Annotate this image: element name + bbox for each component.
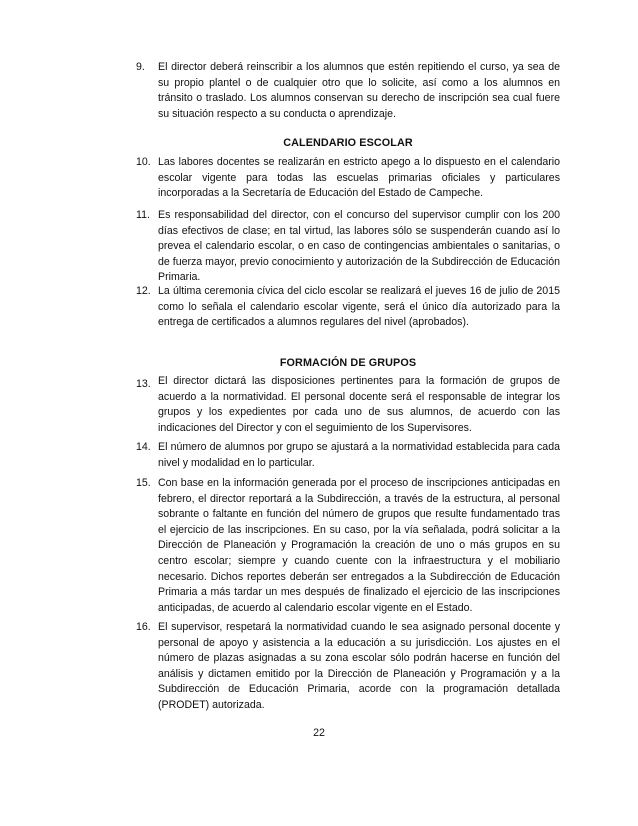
item-number: 9. [136,61,145,73]
item-number: 13. [136,378,151,390]
page-number: 22 [313,727,325,739]
list-item-15 [136,476,560,616]
item-text: Es responsabilidad del director, con el concurso del supervisor cumplir con los 200 días efectivos de clase; en tal virtud, las labores sólo se suspenderán cuando así lo prevea el calendario escolar, o en caso de contingencias ambientales o sanitarias, o de fuerza mayor, previo conocimiento y autorización de la Subdirección de Educación Primaria. [158,209,560,284]
item-text: El director deberá reinscribir a los alumnos que estén repitiendo el curso, ya sea de su propio plantel o de cualquier otro que lo solicite, así como a los alumnos en tránsito o traslado. Los alumnos conservan su derecho de inscripción sea cual fuere su situación respecto a su conducta o aprendizaje. [158,61,560,120]
item-text: El número de alumnos por grupo se ajustará a la normatividad establecida para cada nivel y modalidad en lo particular. [158,441,560,469]
item-number: 11. [136,209,150,221]
item-text: La última ceremonia cívica del ciclo escolar se realizará el jueves 16 de julio de 2015 como lo señala el calendario escolar vigente, será el único día autorizado para la entrega de certificados a alumnos regulares del nivel (aprobados). [158,285,560,329]
item-text: El supervisor, respetará la normatividad cuando le sea asignado personal docente y personal de apoyo y asistencia a la educación a su jurisdicción. Los ajustes en el número de plazas asignadas a su zona escolar sólo podrán hacerse en función del análisis y dictamen emitido por la Dirección de Planeación y Programación y a la Subdirección de Educación Primaria, acorde con la programación detallada (PRODET) autorizada. [158,621,560,711]
list-item-10 [136,155,560,202]
item-number: 10. [136,156,151,168]
item-number: 12. [136,285,151,297]
item-text: Las labores docentes se realizarán en estricto apego a lo dispuesto en el calendario escolar vigente para todas las escuelas primarias oficiales y particulares incorporadas a la Secretaría de Educación del Estado de Campeche. [158,156,560,200]
item-text: El director dictará las disposiciones pertinentes para la formación de grupos de acuerdo a la normatividad. El personal docente será el responsable de integrar los grupos y los expedientes por cada uno de sus alumnos, de acuerdo con las indicaciones del Director y con el seguimiento de los Supervisores. [158,375,560,434]
list-item-16 [136,620,560,714]
section-heading-calendario: CALENDARIO ESCOLAR [283,137,413,149]
item-number: 15. [136,477,151,489]
list-item-14 [136,440,560,471]
list-item-12 [136,284,560,331]
item-number: 16. [136,621,151,633]
item-text: Con base en la información generada por el proceso de inscripciones anticipadas en febrero, el director reportará a la Subdirección, a través de la estructura, al personal sobrante o faltante en función del número de grupos que resulte fundamentado tras el ejercicio de las inscripciones. En su caso, por la vía señalada, podrá solicitar a la Dirección de Planeación y Programación la creación de uno o más grupos en su centro escolar; siempre y cuando cuente con la infraestructura y el mobiliario necesario. Dichos reportes deberán ser entregados a la Subdirección de Educación Primaria a más tardar un mes después de finalizado el ejercicio de las inscripciones anticipadas, de acuerdo al calendario escolar vigente en el Estado. [158,477,560,614]
list-item-9 [136,60,560,122]
item-number: 14. [136,441,151,453]
list-item-11 [136,208,560,286]
section-heading-grupos: FORMACIÓN DE GRUPOS [279,357,417,369]
list-item-13 [136,374,560,436]
